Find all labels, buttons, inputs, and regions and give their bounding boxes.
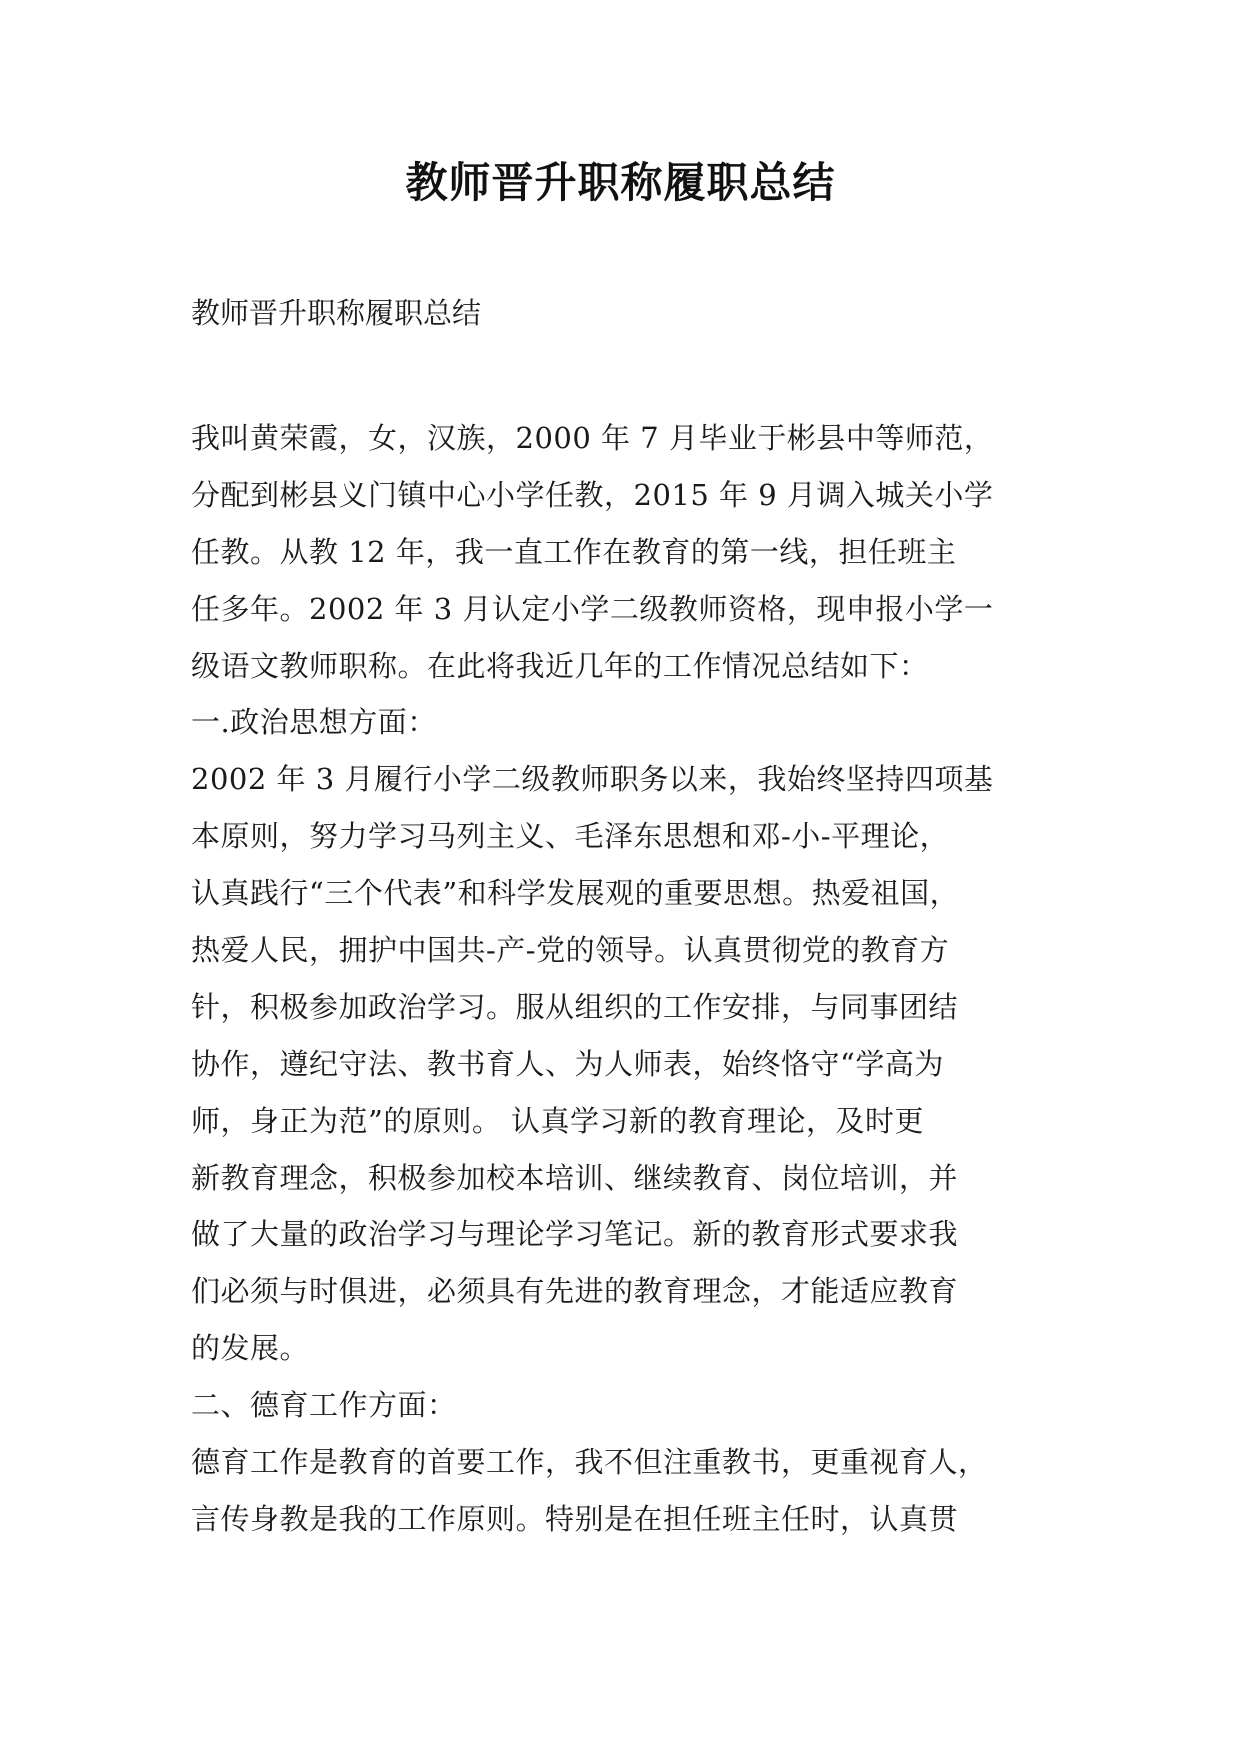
body-line: 本原则，努力学习马列主义、毛泽东思想和邓-小-平理论，	[191, 819, 950, 854]
body-line: 任教。从教 12 年，我一直工作在教育的第一线，担任班主	[191, 534, 957, 569]
body-line: 德育工作是教育的首要工作，我不但注重教书，更重视育人，	[191, 1445, 988, 1480]
document-subtitle: 教师晋升职称履职总结	[191, 296, 482, 330]
body-line: 我叫黄荣霞，女，汉族，2000 年 7 月毕业于彬县中等师范，	[191, 421, 994, 455]
section-heading-moral: 二、德育工作方面：	[191, 1388, 457, 1423]
body-line: 言传身教是我的工作原则。特别是在担任班主任时，认真贯	[191, 1501, 959, 1536]
body-line: 师，身正为范”的原则。 认真学习新的教育理论，及时更	[191, 1103, 925, 1138]
body-line: 任多年。2002 年 3 月认定小学二级教师资格，现申报小学一	[191, 591, 994, 626]
body-line: 新教育理念，积极参加校本培训、继续教育、岗位培训，并	[191, 1160, 959, 1195]
body-line: 针，积极参加政治学习。服从组织的工作安排，与同事团结	[191, 989, 959, 1024]
body-line: 做了大量的政治学习与理论学习笔记。新的教育形式要求我	[191, 1217, 959, 1252]
body-line: 2002 年 3 月履行小学二级教师职务以来，我始终坚持四项基	[191, 762, 994, 797]
body-line: 分配到彬县义门镇中心小学任教，2015 年 9 月调入城关小学	[191, 477, 994, 512]
document-body	[191, 410, 1051, 1548]
body-line: 协作，遵纪守法、教书育人、为人师表，始终恪守“学高为	[191, 1046, 944, 1081]
body-line: 的发展。	[191, 1331, 310, 1366]
body-line: 级语文教师职称。在此将我近几年的工作情况总结如下：	[191, 648, 929, 683]
document-title: 教师晋升职称履职总结	[405, 158, 836, 207]
section-heading-politics: 一.政治思想方面：	[191, 705, 437, 740]
body-line: 认真践行“三个代表”和科学发展观的重要思想。热爱祖国，	[191, 876, 960, 911]
body-line: 们必须与时俱进，必须具有先进的教育理念，才能适应教育	[191, 1274, 959, 1309]
body-line: 热爱人民，拥护中国共-产-党的领导。认真贯彻党的教育方	[191, 933, 950, 968]
